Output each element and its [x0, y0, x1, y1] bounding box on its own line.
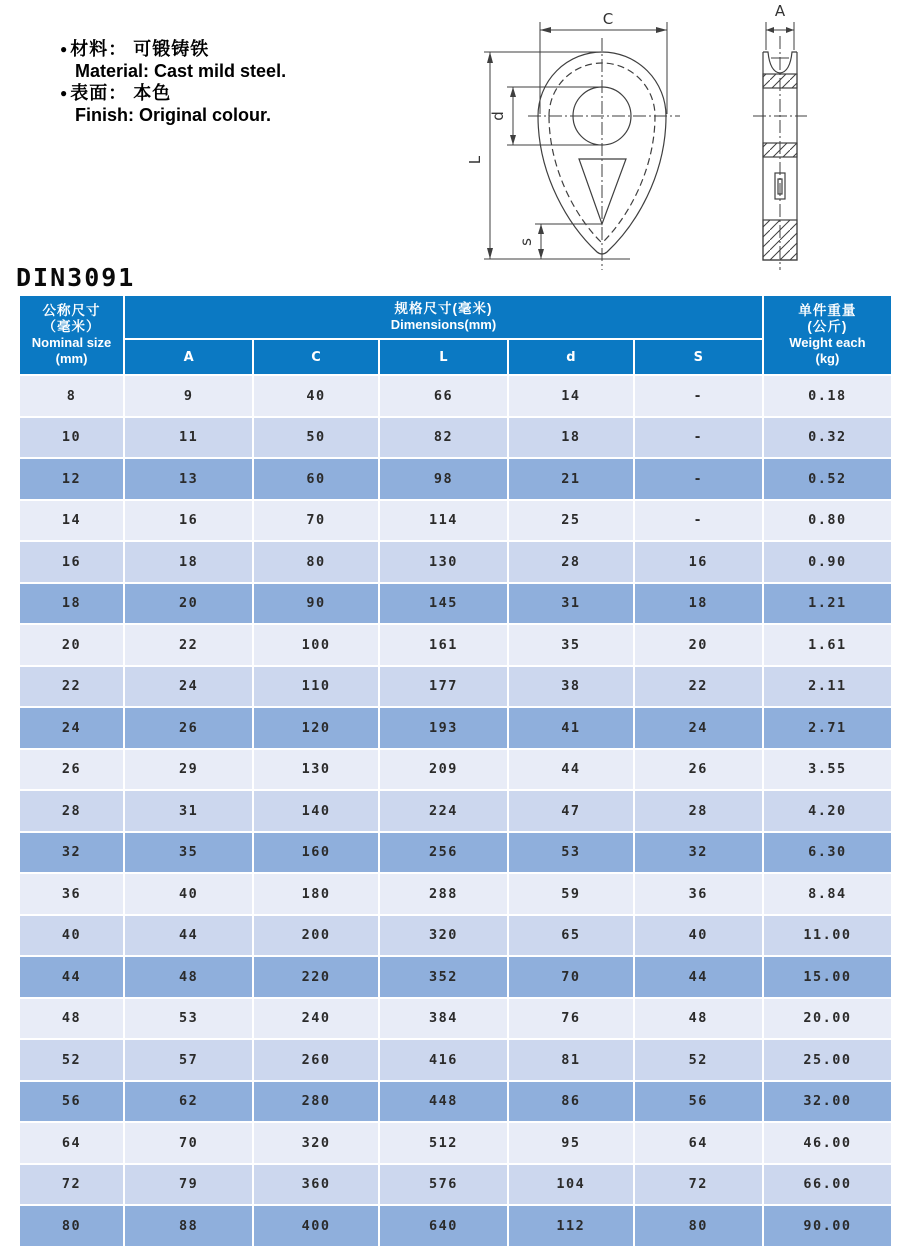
- table-cell: 15.00: [764, 957, 891, 997]
- table-cell: 200: [254, 916, 378, 956]
- table-cell: 14: [20, 501, 123, 541]
- table-cell: 82: [380, 418, 507, 458]
- table-cell: 36: [635, 874, 762, 914]
- table-cell: 12: [20, 459, 123, 499]
- table-cell: 40: [20, 916, 123, 956]
- table-cell: 21: [509, 459, 633, 499]
- table-cell: 20: [20, 625, 123, 665]
- table-cell: 40: [254, 376, 378, 416]
- table-cell: 86: [509, 1082, 633, 1122]
- table-cell: -: [635, 459, 762, 499]
- table-cell: 11.00: [764, 916, 891, 956]
- table-cell: 224: [380, 791, 507, 831]
- note-material-zh: ● 材料： 可锻铸铁: [60, 39, 210, 59]
- bullet-icon: ●: [60, 42, 69, 56]
- table-cell: 25: [509, 501, 633, 541]
- table-cell: 26: [125, 708, 252, 748]
- table-cell: 53: [125, 999, 252, 1039]
- table-cell: 59: [509, 874, 633, 914]
- table-cell: 0.52: [764, 459, 891, 499]
- note-finish-en: Finish: Original colour.: [75, 105, 272, 125]
- table-cell: 0.90: [764, 542, 891, 582]
- dim-label-c: C: [602, 10, 614, 28]
- spec-table: [18, 294, 893, 1248]
- bullet-icon: ●: [60, 86, 69, 100]
- table-row: [20, 833, 891, 873]
- table-cell: 28: [20, 791, 123, 831]
- table-cell: 100: [254, 625, 378, 665]
- table-cell: -: [635, 418, 762, 458]
- table-row: [20, 376, 891, 416]
- table-cell: 209: [380, 750, 507, 790]
- table-cell: 360: [254, 1165, 378, 1205]
- table-row: [20, 791, 891, 831]
- table-cell: 31: [509, 584, 633, 624]
- thimble-side-view: [753, 22, 807, 270]
- table-cell: 29: [125, 750, 252, 790]
- table-cell: 35: [125, 833, 252, 873]
- table-row: [20, 999, 891, 1039]
- table-cell: 145: [380, 584, 507, 624]
- table-cell: 14: [509, 376, 633, 416]
- table-cell: 60: [254, 459, 378, 499]
- header-dim-s: S: [635, 340, 762, 374]
- table-cell: 48: [635, 999, 762, 1039]
- table-cell: 0.80: [764, 501, 891, 541]
- table-cell: 81: [509, 1040, 633, 1080]
- table-cell: 280: [254, 1082, 378, 1122]
- table-cell: 1.21: [764, 584, 891, 624]
- table-row: [20, 418, 891, 458]
- table-cell: 20.00: [764, 999, 891, 1039]
- table-cell: 20: [125, 584, 252, 624]
- table-cell: 8: [20, 376, 123, 416]
- header-nominal-size: 公称尺寸 （毫米） Nominal size (mm): [20, 296, 123, 374]
- thimble-front-view: [484, 22, 680, 270]
- table-cell: 26: [635, 750, 762, 790]
- header-dimensions: 规格尺寸(毫米) Dimensions(mm): [125, 296, 762, 338]
- table-cell: 40: [125, 874, 252, 914]
- table-cell: 48: [125, 957, 252, 997]
- table-row: [20, 1123, 891, 1163]
- table-cell: 8.84: [764, 874, 891, 914]
- table-row: [20, 501, 891, 541]
- table-cell: 2.71: [764, 708, 891, 748]
- table-cell: 52: [635, 1040, 762, 1080]
- header-dim-l: L: [380, 340, 507, 374]
- note-material-en: Material: Cast mild steel.: [75, 61, 287, 81]
- table-cell: 95: [509, 1123, 633, 1163]
- table-cell: -: [635, 376, 762, 416]
- table-cell: 76: [509, 999, 633, 1039]
- table-cell: 44: [635, 957, 762, 997]
- table-row: [20, 542, 891, 582]
- note-finish-zh: ● 表面： 本色: [60, 83, 172, 103]
- table-cell: 18: [509, 418, 633, 458]
- table-row: [20, 874, 891, 914]
- table-cell: 130: [380, 542, 507, 582]
- table-cell: 38: [509, 667, 633, 707]
- table-cell: 31: [125, 791, 252, 831]
- table-cell: 48: [20, 999, 123, 1039]
- table-row: [20, 459, 891, 499]
- table-cell: 256: [380, 833, 507, 873]
- table-cell: 52: [20, 1040, 123, 1080]
- table-cell: 24: [20, 708, 123, 748]
- table-cell: 62: [125, 1082, 252, 1122]
- table-cell: 72: [635, 1165, 762, 1205]
- table-cell: 80: [20, 1206, 123, 1246]
- dim-label-d: d: [489, 111, 507, 121]
- table-cell: 72: [20, 1165, 123, 1205]
- table-cell: 4.20: [764, 791, 891, 831]
- table-cell: 160: [254, 833, 378, 873]
- table-cell: 41: [509, 708, 633, 748]
- table-cell: 44: [20, 957, 123, 997]
- table-cell: 64: [20, 1123, 123, 1163]
- dim-label-a: A: [774, 2, 786, 20]
- table-cell: 16: [20, 542, 123, 582]
- table-cell: 9: [125, 376, 252, 416]
- table-row: [20, 708, 891, 748]
- table-cell: 40: [635, 916, 762, 956]
- table-cell: 161: [380, 625, 507, 665]
- table-row: [20, 1206, 891, 1246]
- table-cell: 140: [254, 791, 378, 831]
- table-cell: 177: [380, 667, 507, 707]
- table-cell: 640: [380, 1206, 507, 1246]
- table-cell: 35: [509, 625, 633, 665]
- table-cell: 28: [635, 791, 762, 831]
- table-cell: 10: [20, 418, 123, 458]
- table-cell: 110: [254, 667, 378, 707]
- table-cell: 32: [635, 833, 762, 873]
- table-cell: 416: [380, 1040, 507, 1080]
- table-cell: 20: [635, 625, 762, 665]
- table-cell: 90: [254, 584, 378, 624]
- table-cell: 32: [20, 833, 123, 873]
- table-cell: 47: [509, 791, 633, 831]
- table-cell: 352: [380, 957, 507, 997]
- table-cell: 240: [254, 999, 378, 1039]
- table-cell: 112: [509, 1206, 633, 1246]
- table-row: [20, 1165, 891, 1205]
- table-cell: 56: [635, 1082, 762, 1122]
- table-cell: 2.11: [764, 667, 891, 707]
- table-row: [20, 1082, 891, 1122]
- thimble-technical-drawing: [440, 0, 900, 275]
- table-cell: 16: [125, 501, 252, 541]
- table-cell: 18: [20, 584, 123, 624]
- header-dim-d: d: [509, 340, 633, 374]
- table-cell: 1.61: [764, 625, 891, 665]
- table-cell: 512: [380, 1123, 507, 1163]
- table-cell: 53: [509, 833, 633, 873]
- table-cell: 114: [380, 501, 507, 541]
- dim-label-l: L: [466, 155, 484, 165]
- table-cell: 80: [635, 1206, 762, 1246]
- table-cell: 11: [125, 418, 252, 458]
- table-cell: 22: [20, 667, 123, 707]
- table-cell: 66: [380, 376, 507, 416]
- table-row: [20, 584, 891, 624]
- table-cell: 3.55: [764, 750, 891, 790]
- table-cell: 320: [380, 916, 507, 956]
- table-cell: 120: [254, 708, 378, 748]
- material-notes: [60, 38, 286, 126]
- table-cell: 70: [509, 957, 633, 997]
- table-cell: 22: [635, 667, 762, 707]
- table-cell: 193: [380, 708, 507, 748]
- table-cell: 22: [125, 625, 252, 665]
- table-cell: 384: [380, 999, 507, 1039]
- header-dim-c: C: [254, 340, 378, 374]
- table-cell: 220: [254, 957, 378, 997]
- table-cell: 180: [254, 874, 378, 914]
- table-cell: 64: [635, 1123, 762, 1163]
- table-cell: 28: [509, 542, 633, 582]
- table-row: [20, 625, 891, 665]
- table-cell: 56: [20, 1082, 123, 1122]
- standard-title: DIN3091: [16, 263, 136, 292]
- table-cell: 24: [125, 667, 252, 707]
- table-cell: 79: [125, 1165, 252, 1205]
- table-row: [20, 1040, 891, 1080]
- table-cell: 0.32: [764, 418, 891, 458]
- table-cell: 36: [20, 874, 123, 914]
- table-row: [20, 916, 891, 956]
- table-cell: 70: [125, 1123, 252, 1163]
- table-cell: 448: [380, 1082, 507, 1122]
- table-cell: 57: [125, 1040, 252, 1080]
- table-cell: 18: [125, 542, 252, 582]
- table-row: [20, 750, 891, 790]
- table-cell: 32.00: [764, 1082, 891, 1122]
- table-cell: 65: [509, 916, 633, 956]
- table-cell: 16: [635, 542, 762, 582]
- header-weight-each: 单件重量 (公斤) Weight each (kg): [764, 296, 891, 374]
- table-cell: 88: [125, 1206, 252, 1246]
- table-cell: 260: [254, 1040, 378, 1080]
- table-cell: 80: [254, 542, 378, 582]
- table-cell: 44: [509, 750, 633, 790]
- table-cell: 320: [254, 1123, 378, 1163]
- table-cell: -: [635, 501, 762, 541]
- table-cell: 130: [254, 750, 378, 790]
- table-cell: 400: [254, 1206, 378, 1246]
- table-cell: 0.18: [764, 376, 891, 416]
- table-cell: 50: [254, 418, 378, 458]
- table-cell: 44: [125, 916, 252, 956]
- table-cell: 288: [380, 874, 507, 914]
- table-cell: 90.00: [764, 1206, 891, 1246]
- table-cell: 70: [254, 501, 378, 541]
- table-cell: 98: [380, 459, 507, 499]
- dim-label-s: s: [517, 238, 535, 246]
- table-cell: 18: [635, 584, 762, 624]
- table-cell: 24: [635, 708, 762, 748]
- table-cell: 66.00: [764, 1165, 891, 1205]
- table-row: [20, 957, 891, 997]
- table-cell: 576: [380, 1165, 507, 1205]
- table-cell: 104: [509, 1165, 633, 1205]
- header-dim-a: A: [125, 340, 252, 374]
- table-cell: 26: [20, 750, 123, 790]
- table-cell: 25.00: [764, 1040, 891, 1080]
- table-cell: 13: [125, 459, 252, 499]
- table-row: [20, 667, 891, 707]
- table-cell: 46.00: [764, 1123, 891, 1163]
- table-cell: 6.30: [764, 833, 891, 873]
